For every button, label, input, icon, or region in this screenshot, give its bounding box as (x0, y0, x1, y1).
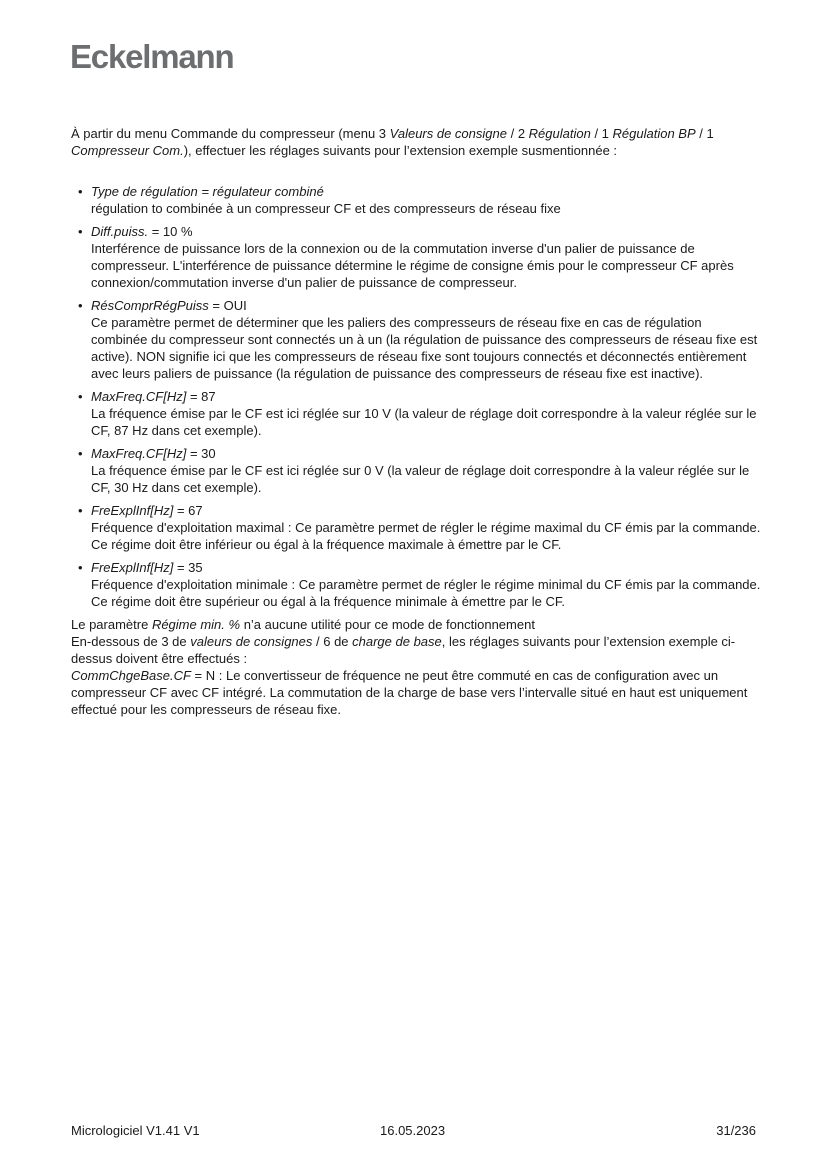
intro-text: / 2 (506, 126, 529, 141)
company-logo: Eckelmann (70, 38, 234, 75)
list-item (71, 502, 761, 553)
note-text: = N : Le convertisseur de fréquence ne peut être commuté en cas de configuration avec un compresseur CF avec CF intégré. La commutation de la charge de base vers l’intervalle situé en haut est uniquement effectué pour les compresseurs de réseau fixe. (71, 668, 748, 717)
param-value: = 87 (186, 389, 216, 404)
param-value: = 67 (173, 503, 203, 518)
param-value: = 30 (186, 446, 216, 461)
list-item (71, 388, 761, 439)
bullet-icon: • (78, 446, 83, 461)
document-body (71, 125, 761, 718)
intro-text: / 1 (695, 126, 714, 141)
note-text: n’a aucune utilité pour ce mode de fonctionnement (240, 617, 535, 632)
note-paragraph (71, 633, 761, 667)
intro-text: / 1 (590, 126, 613, 141)
intro-text: À partir du menu Commande du compresseur (menu 3 (71, 126, 390, 141)
document-date: 16.05.2023 (380, 1123, 446, 1138)
intro-menu-ref: Valeurs de consigne (389, 126, 507, 141)
bullet-icon: • (78, 184, 83, 199)
param-name: FreExplInf[Hz] (91, 503, 174, 518)
param-description: régulation to combinée à un compresseur CF et des compresseurs de réseau fixe (91, 201, 561, 216)
param-name: FreExplInf[Hz] (91, 560, 174, 575)
bullet-icon: • (78, 224, 83, 239)
bullet-icon: • (78, 560, 83, 575)
note-text: En-dessous de 3 de (71, 634, 191, 649)
param-description: La fréquence émise par le CF est ici réglée sur 10 V (la valeur de réglage doit correspondre à la valeur réglée sur le CF, 87 Hz dans cet exemple). (91, 406, 757, 438)
param-value: = 35 (173, 560, 203, 575)
intro-text: ), effectuer les réglages suivants pour l’extension exemple susmentionnée : (183, 143, 618, 158)
note-paragraph (71, 667, 761, 718)
param-name: Type de régulation = régulateur combiné (91, 184, 324, 199)
param-value: = 10 % (148, 224, 193, 239)
param-name: RésComprRégPuiss (91, 298, 209, 313)
param-name: MaxFreq.CF[Hz] (91, 389, 187, 404)
note-text: , les réglages suivants pour l’extension exemple ci-dessus doivent être effectués : (71, 634, 736, 666)
firmware-version: Micrologiciel V1.41 V1 (71, 1123, 200, 1138)
note-menu-ref: charge de base (352, 634, 442, 649)
intro-menu-ref: Compresseur Com. (71, 143, 184, 158)
list-item (71, 223, 761, 291)
bullet-icon: • (78, 298, 83, 313)
page-footer (71, 1123, 756, 1139)
param-description: Interférence de puissance lors de la connexion ou de la commutation inverse d'un palier de puissance de compresseur. L'interférence de puissance détermine le régime de consigne émis pour le compresseur CF après connexion/commutation inverse d'un palier de puissance de compresseur. (91, 241, 734, 290)
param-description: Fréquence d'exploitation minimale : Ce paramètre permet de régler le régime minimal du CF émis par la commande. Ce régime doit être supérieur ou égal à la fréquence minimale à émettre par le CF. (91, 577, 761, 609)
note-param: Régime min. % (151, 617, 241, 632)
param-name: MaxFreq.CF[Hz] (91, 446, 187, 461)
param-name: Diff.puiss. (91, 224, 149, 239)
page-number: 31/236 (716, 1123, 756, 1138)
param-description: La fréquence émise par le CF est ici réglée sur 0 V (la valeur de réglage doit correspondre à la valeur réglée sur le CF, 30 Hz dans cet exemple). (91, 463, 750, 495)
list-item (71, 183, 761, 217)
param-value: = OUI (208, 298, 247, 313)
list-item (71, 445, 761, 496)
note-menu-ref: valeurs de consignes (190, 634, 313, 649)
intro-paragraph (71, 125, 761, 159)
settings-list (71, 183, 761, 610)
note-text: / 6 de (312, 634, 353, 649)
intro-menu-ref: Régulation (528, 126, 591, 141)
bullet-icon: • (78, 389, 83, 404)
param-description: Ce paramètre permet de déterminer que les paliers des compresseurs de réseau fixe en cas de régulation combinée du compresseur sont connectés un à un (la régulation de puissance des compresseurs de réseau fixe est active). NON signifie ici que les compresseurs de réseau fixe sont toujours connectés et déconnectés entièrement avec leurs paliers de puissance (la régulation de puissance des compresseurs de réseau fixe est inactive). (91, 315, 758, 381)
intro-menu-ref: Régulation BP (612, 126, 696, 141)
note-text: Le paramètre (71, 617, 152, 632)
note-paragraph (71, 616, 761, 633)
list-item (71, 559, 761, 610)
param-description: Fréquence d'exploitation maximal : Ce paramètre permet de régler le régime maximal du CF émis par la commande. Ce régime doit être inférieur ou égal à la fréquence maximale à émettre par le CF. (91, 520, 761, 552)
bullet-icon: • (78, 503, 83, 518)
list-item (71, 297, 761, 382)
closing-notes (71, 616, 761, 718)
note-param: CommChgeBase.CF (71, 668, 191, 683)
